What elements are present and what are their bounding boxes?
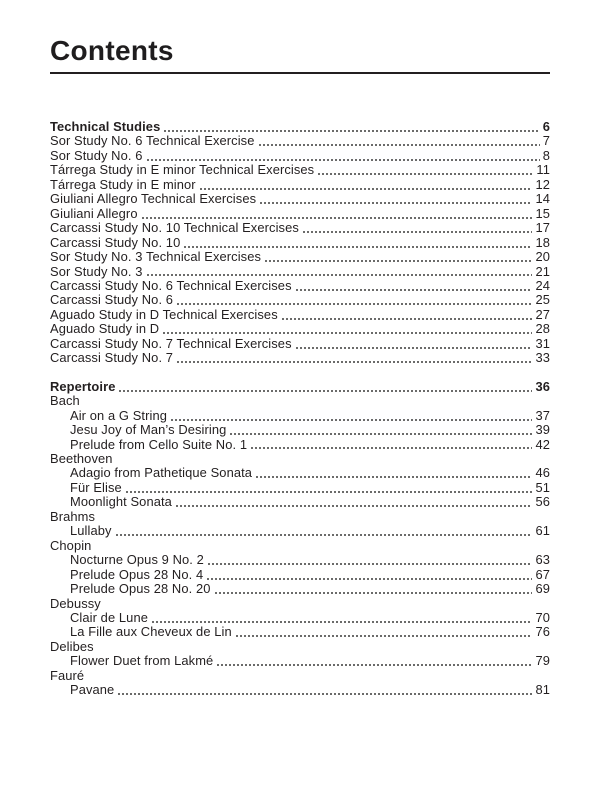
- toc-entry: [50, 149, 550, 163]
- toc-page-number: 70: [535, 609, 550, 625]
- toc-entry-label: Tárrega Study in E minor: [50, 176, 196, 192]
- dotted-leader: [118, 683, 532, 697]
- toc-page-number: 8: [542, 147, 550, 163]
- dotted-leader: [171, 409, 532, 423]
- toc-page-number: 69: [535, 581, 550, 597]
- toc-composer-heading: [50, 597, 550, 611]
- toc-composer-heading: [50, 539, 550, 553]
- dotted-leader: [260, 192, 532, 206]
- dotted-leader: [184, 236, 532, 250]
- toc-entry: [50, 611, 550, 625]
- toc-entry: [50, 423, 550, 437]
- dotted-leader: [208, 553, 533, 567]
- toc-entry: [50, 322, 550, 336]
- toc-entry: [50, 438, 550, 452]
- toc-entry-label: Brahms: [50, 508, 96, 524]
- dotted-leader: [152, 611, 532, 625]
- dotted-leader: [217, 654, 532, 668]
- table-of-contents: [50, 120, 550, 698]
- toc-entry-label: Carcassi Study No. 10: [50, 234, 181, 250]
- toc-page-number: 46: [535, 465, 550, 481]
- toc-entry: [50, 134, 550, 148]
- toc-entry: [50, 178, 550, 192]
- dotted-leader: [142, 207, 533, 221]
- toc-entry: [50, 192, 550, 206]
- toc-entry-label: Pavane: [70, 682, 115, 698]
- dotted-leader: [282, 308, 533, 322]
- toc-entry-label: Clair de Lune: [70, 609, 148, 625]
- toc-entry: [50, 495, 550, 509]
- toc-entry-label: Aguado Study in D Technical Exercises: [50, 306, 278, 322]
- toc-page-number: 76: [535, 624, 550, 640]
- toc-page-number: 79: [535, 653, 550, 669]
- toc-entry-label: Carcassi Study No. 7: [50, 350, 174, 366]
- toc-entry-label: Bach: [50, 393, 80, 409]
- toc-page-number: 42: [535, 436, 550, 452]
- toc-page-number: 12: [535, 176, 550, 192]
- dotted-leader: [251, 438, 532, 452]
- dotted-leader: [147, 265, 533, 279]
- toc-entry-label: Nocturne Opus 9 No. 2: [70, 552, 204, 568]
- toc-section-entry: [50, 120, 550, 134]
- toc-entry-label: Carcassi Study No. 6: [50, 292, 174, 308]
- dotted-leader: [176, 495, 533, 509]
- toc-composer-heading: [50, 669, 550, 683]
- dotted-leader: [207, 568, 532, 582]
- toc-entry-label: Für Elise: [70, 479, 122, 495]
- toc-entry-label: Moonlight Sonata: [70, 494, 172, 510]
- title-rule: [50, 72, 550, 74]
- toc-entry: [50, 250, 550, 264]
- toc-entry: [50, 279, 550, 293]
- toc-page-number: 6: [542, 119, 550, 134]
- toc-page-number: 17: [535, 220, 550, 236]
- toc-entry-label: Tárrega Study in E minor Technical Exercises: [50, 162, 315, 178]
- toc-entry-label: Giuliani Allegro: [50, 205, 138, 221]
- toc-entry: [50, 409, 550, 423]
- toc-page-number: 61: [535, 523, 550, 539]
- toc-entry-label: Sor Study No. 6 Technical Exercise: [50, 133, 255, 149]
- dotted-leader: [177, 293, 532, 307]
- toc-page-number: 24: [535, 277, 550, 293]
- toc-page-number: 11: [536, 162, 550, 178]
- toc-page-number: 25: [535, 292, 550, 308]
- dotted-leader: [296, 337, 533, 351]
- page-title: Contents: [50, 35, 174, 66]
- toc-entry-label: Fauré: [50, 667, 85, 683]
- toc-page-number: 20: [535, 249, 550, 265]
- dotted-leader: [177, 351, 532, 365]
- toc-entry-label: Aguado Study in D: [50, 321, 160, 337]
- toc-entry: [50, 207, 550, 221]
- toc-page-number: 28: [535, 321, 550, 337]
- toc-composer-heading: [50, 510, 550, 524]
- toc-page-number: 56: [535, 494, 550, 510]
- toc-entry-label: Delibes: [50, 638, 94, 654]
- dotted-leader: [265, 250, 532, 264]
- toc-entry-label: Carcassi Study No. 7 Technical Exercises: [50, 335, 292, 351]
- toc-entry: [50, 337, 550, 351]
- toc-entry-label: Carcassi Study No. 6 Technical Exercises: [50, 277, 292, 293]
- dotted-leader: [236, 625, 533, 639]
- toc-entry-label: Prelude from Cello Suite No. 1: [70, 436, 248, 452]
- toc-entry-label: La Fille aux Cheveux de Lin: [70, 624, 232, 640]
- toc-entry-label: Technical Studies: [50, 119, 161, 134]
- toc-page-number: 39: [535, 422, 550, 438]
- toc-entry-label: Sor Study No. 3: [50, 263, 143, 279]
- toc-entry: [50, 625, 550, 639]
- toc-page-number: 15: [535, 205, 550, 221]
- toc-entry: [50, 265, 550, 279]
- toc-page-number: 81: [535, 682, 550, 698]
- toc-page-number: 37: [535, 407, 550, 423]
- toc-section-entry: [50, 380, 550, 394]
- dotted-leader: [126, 481, 533, 495]
- toc-entry-label: Prelude Opus 28 No. 20: [70, 581, 211, 597]
- dotted-leader: [259, 134, 540, 148]
- toc-page-number: 36: [535, 378, 550, 394]
- dotted-leader: [164, 120, 539, 134]
- toc-entry: [50, 293, 550, 307]
- toc-entry: [50, 236, 550, 250]
- dotted-leader: [147, 149, 540, 163]
- toc-entry-label: Jesu Joy of Man’s Desiring: [70, 422, 227, 438]
- toc-entry: [50, 308, 550, 322]
- toc-entry: [50, 568, 550, 582]
- toc-page-number: 18: [535, 234, 550, 250]
- toc-entry: [50, 466, 550, 480]
- toc-page-number: 21: [535, 263, 550, 279]
- dotted-leader: [116, 524, 533, 538]
- toc-page-number: 14: [535, 191, 550, 207]
- toc-page-number: 31: [535, 335, 550, 351]
- dotted-leader: [119, 380, 532, 394]
- toc-page-number: 63: [535, 552, 550, 568]
- toc-entry-label: Air on a G String: [70, 407, 167, 423]
- toc-entry-label: Giuliani Allegro Technical Exercises: [50, 191, 257, 207]
- toc-entry-label: Flower Duet from Lakmé: [70, 653, 214, 669]
- toc-composer-heading: [50, 640, 550, 654]
- toc-entry-label: Prelude Opus 28 No. 4: [70, 566, 204, 582]
- toc-page-number: 7: [542, 133, 550, 149]
- toc-entry: [50, 163, 550, 177]
- toc-entry: [50, 553, 550, 567]
- toc-entry-label: Lullaby: [70, 523, 112, 539]
- toc-entry: [50, 524, 550, 538]
- dotted-leader: [230, 423, 532, 437]
- toc-page-number: 51: [535, 479, 550, 495]
- dotted-leader: [256, 466, 532, 480]
- toc-entry: [50, 481, 550, 495]
- dotted-leader: [163, 322, 532, 336]
- toc-entry: [50, 654, 550, 668]
- toc-entry-label: Adagio from Pathetique Sonata: [70, 465, 253, 481]
- toc-entry-label: Debussy: [50, 595, 101, 611]
- toc-composer-heading: [50, 394, 550, 408]
- toc-entry: [50, 683, 550, 697]
- toc-entry-label: Chopin: [50, 537, 92, 553]
- toc-entry-label: Beethoven: [50, 450, 113, 466]
- dotted-leader: [303, 221, 533, 235]
- toc-entry-label: Sor Study No. 6: [50, 147, 143, 163]
- toc-entry-label: Sor Study No. 3 Technical Exercises: [50, 249, 262, 265]
- toc-page-number: 67: [535, 566, 550, 582]
- toc-page-number: 33: [535, 350, 550, 366]
- toc-entry: [50, 582, 550, 596]
- dotted-leader: [215, 582, 533, 596]
- dotted-leader: [200, 178, 533, 192]
- dotted-leader: [296, 279, 533, 293]
- toc-entry: [50, 351, 550, 365]
- toc-page-number: 27: [535, 306, 550, 322]
- toc-entry-label: Carcassi Study No. 10 Technical Exercises: [50, 220, 299, 236]
- toc-composer-heading: [50, 452, 550, 466]
- toc-entry: [50, 221, 550, 235]
- toc-entry-label: Repertoire: [50, 378, 116, 394]
- dotted-leader: [318, 163, 533, 177]
